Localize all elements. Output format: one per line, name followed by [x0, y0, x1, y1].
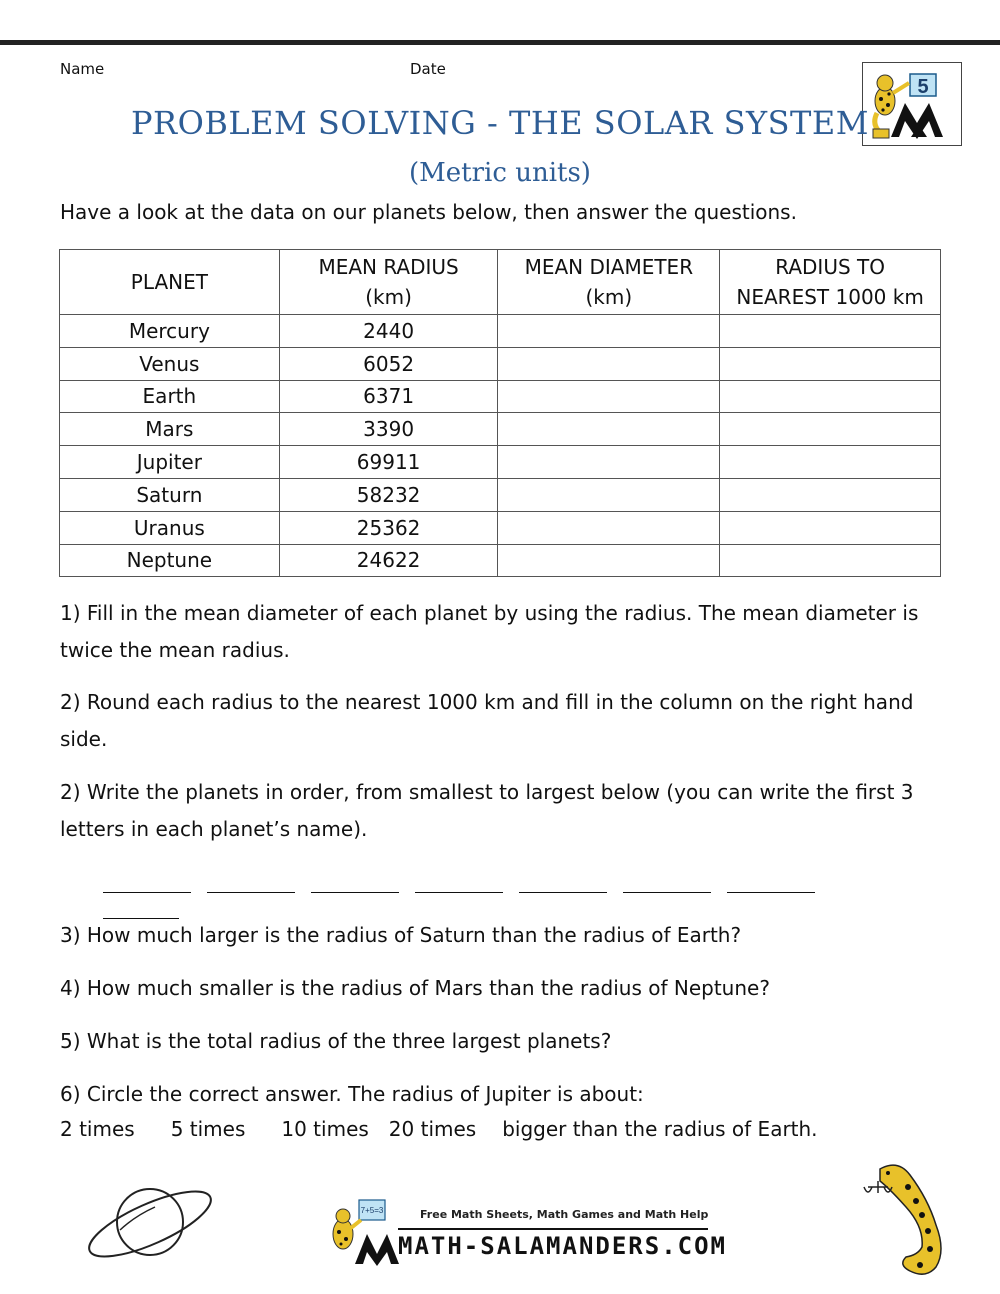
answer-blank[interactable] — [519, 872, 607, 893]
question-2a: 2) Round each radius to the nearest 1000 km and fill in the column on the right hand side. — [60, 690, 914, 751]
footer-brand[interactable]: MATH-SALAMANDERS.COM — [398, 1232, 727, 1260]
diameter-answer-cell[interactable] — [498, 347, 720, 380]
table-row — [60, 544, 941, 577]
rounded-answer-cell[interactable] — [720, 315, 941, 348]
header-mean-radius: MEAN RADIUS (km) — [279, 250, 498, 315]
answer-blank[interactable] — [311, 872, 399, 893]
planet-name: Jupiter — [60, 446, 280, 479]
answer-blank[interactable] — [623, 872, 711, 893]
rounded-answer-cell[interactable] — [720, 413, 941, 446]
page-subtitle: (Metric units) — [409, 158, 591, 188]
question-6: 6) Circle the correct answer. The radius of Jupiter is about: — [60, 1082, 644, 1106]
rounded-answer-cell[interactable] — [720, 380, 941, 413]
table-row — [60, 315, 941, 348]
planet-radius: 2440 — [279, 315, 498, 348]
rounded-answer-cell[interactable] — [720, 478, 941, 511]
rounded-answer-cell[interactable] — [720, 347, 941, 380]
question-4: 4) How much smaller is the radius of Mars than the radius of Neptune? — [60, 976, 770, 1000]
rounded-answer-cell[interactable] — [720, 544, 941, 577]
question-5: 5) What is the total radius of the three largest planets? — [60, 1029, 612, 1053]
date-label: Date — [410, 60, 446, 78]
planet-name: Saturn — [60, 478, 280, 511]
saturn-icon — [80, 1172, 220, 1272]
name-label: Name — [60, 60, 105, 78]
top-rule — [0, 40, 1000, 45]
choice-tail-text: bigger than the radius of Earth. — [502, 1117, 818, 1141]
choice-5-times[interactable]: 5 times — [170, 1117, 246, 1141]
table-row — [60, 347, 941, 380]
planet-name: Mars — [60, 413, 280, 446]
question-2b: 2) Write the planets in order, from smallest to largest below (you can write the first 3 letters in each planet’s name). — [60, 780, 914, 841]
intro-text: Have a look at the data on our planets below, then answer the questions. — [60, 200, 797, 224]
footer-salamander-logo-icon — [325, 1198, 405, 1266]
rounded-answer-cell[interactable] — [720, 446, 941, 479]
planet-name: Venus — [60, 347, 280, 380]
table-row — [60, 380, 941, 413]
planet-radius: 58232 — [279, 478, 498, 511]
planet-name: Earth — [60, 380, 280, 413]
rounded-answer-cell[interactable] — [720, 511, 941, 544]
table-row — [60, 413, 941, 446]
diameter-answer-cell[interactable] — [498, 511, 720, 544]
question-1: 1) Fill in the mean diameter of each planet by using the radius. The mean diameter is twice the mean radius. — [60, 601, 919, 662]
footer-rule — [398, 1228, 708, 1230]
planet-name: Mercury — [60, 315, 280, 348]
planet-name: Neptune — [60, 544, 280, 577]
planet-radius: 6371 — [279, 380, 498, 413]
planet-name: Uranus — [60, 511, 280, 544]
footer-logo-digits: 7+5=3 — [360, 1206, 384, 1215]
answer-blank[interactable] — [103, 898, 179, 919]
planet-radius: 24622 — [279, 544, 498, 577]
diameter-answer-cell[interactable] — [498, 478, 720, 511]
footer-tagline: Free Math Sheets, Math Games and Math Help — [420, 1208, 709, 1221]
diameter-answer-cell[interactable] — [498, 544, 720, 577]
table-row — [60, 511, 941, 544]
question-3: 3) How much larger is the radius of Saturn than the radius of Earth? — [60, 923, 742, 947]
answer-blank[interactable] — [727, 872, 815, 893]
diameter-answer-cell[interactable] — [498, 380, 720, 413]
header-radius-rounded: RADIUS TO NEAREST 1000 km — [720, 250, 941, 315]
diameter-answer-cell[interactable] — [498, 446, 720, 479]
table-row — [60, 478, 941, 511]
choice-10-times[interactable]: 10 times — [281, 1117, 369, 1141]
planet-radius: 6052 — [279, 347, 498, 380]
answer-blank[interactable] — [103, 872, 191, 893]
diameter-answer-cell[interactable] — [498, 315, 720, 348]
table-row — [60, 446, 941, 479]
planet-radius: 3390 — [279, 413, 498, 446]
answer-blank[interactable] — [415, 872, 503, 893]
answer-blank[interactable] — [207, 872, 295, 893]
answer-choices — [60, 1117, 818, 1141]
choice-20-times[interactable]: 20 times — [388, 1117, 477, 1141]
header-planet: PLANET — [60, 250, 280, 315]
page-title: PROBLEM SOLVING - THE SOLAR SYSTEM — [131, 104, 869, 142]
choice-2-times[interactable]: 2 times — [60, 1117, 135, 1141]
planet-radius: 25362 — [279, 511, 498, 544]
planet-table — [59, 249, 941, 577]
header-mean-diameter: MEAN DIAMETER (km) — [498, 250, 720, 315]
salamander-scales-icon — [858, 1155, 963, 1285]
planet-radius: 69911 — [279, 446, 498, 479]
grade-number: 5 — [917, 76, 929, 98]
diameter-answer-cell[interactable] — [498, 413, 720, 446]
table-header-row — [60, 250, 941, 315]
